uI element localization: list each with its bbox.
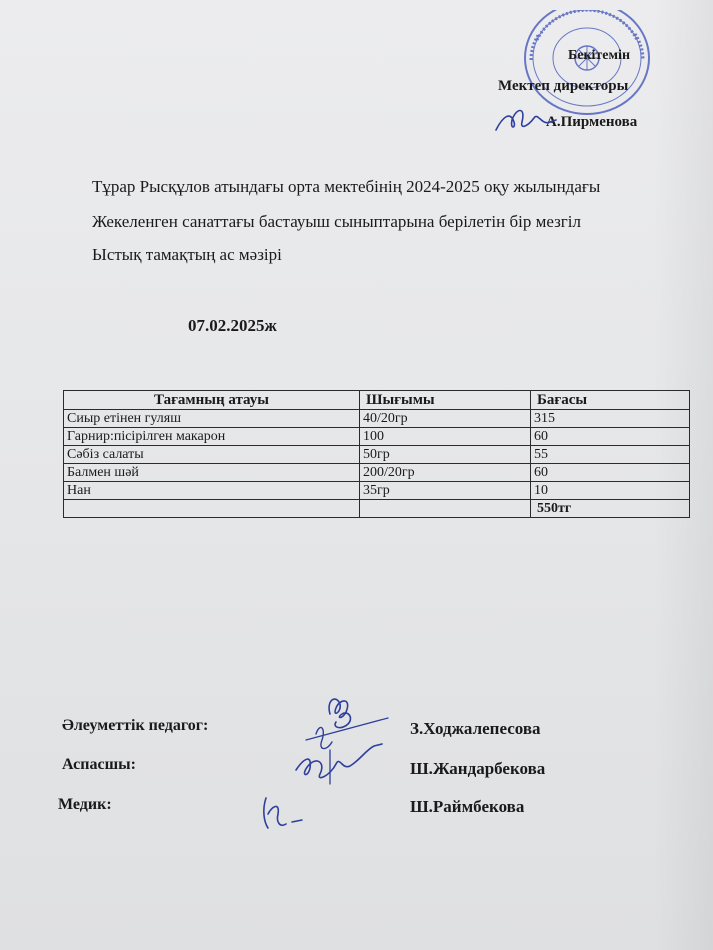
dish-yield: 35гр (360, 482, 531, 500)
heading-line-3: Ыстық тамақтың ас мәзірі (92, 245, 282, 264)
signatory-name-medic: Ш.Раймбекова (410, 797, 525, 816)
dish-price: 55 (531, 446, 690, 464)
column-header-yield: Шығымы (360, 391, 531, 410)
dish-name: Сәбіз салаты (64, 446, 360, 464)
table-total-row (64, 500, 690, 518)
signatory-role-medic: Медик: (58, 796, 112, 813)
column-header-price: Бағасы (531, 391, 690, 410)
handwritten-signature-medic (258, 788, 308, 834)
director-signature (490, 100, 560, 136)
dish-price: 60 (531, 464, 690, 482)
approval-role: Мектеп директоры (498, 78, 629, 94)
dish-price: 10 (531, 482, 690, 500)
heading-line-1: Тұрар Рысқұлов атындағы орта мектебінің 2024-2025 оқу жылындағы (92, 177, 601, 196)
dish-name: Сиыр етінен гуляш (64, 410, 360, 428)
signatory-name-social-teacher: З.Ходжалепесова (410, 719, 541, 738)
handwritten-signature-cook (290, 740, 390, 790)
column-header-dish: Тағамның атауы (64, 391, 360, 410)
signatory-name-cook: Ш.Жандарбекова (410, 759, 546, 778)
dish-yield: 200/20гр (360, 464, 531, 482)
menu-table (63, 390, 690, 518)
signatory-role-social-teacher: Әлеуметтік педагог: (62, 717, 209, 734)
total-price: 550тг (531, 500, 690, 518)
empty-cell (360, 500, 531, 518)
dish-name: Нан (64, 482, 360, 500)
table-row (64, 482, 690, 500)
menu-date: 07.02.2025ж (188, 316, 277, 335)
dish-yield: 40/20гр (360, 410, 531, 428)
dish-yield: 50гр (360, 446, 531, 464)
dish-price: 60 (531, 428, 690, 446)
dish-yield: 100 (360, 428, 531, 446)
empty-cell (64, 500, 360, 518)
heading-line-2: Жекеленген санаттағы бастауыш сыныптарына берілетін бір мезгіл (92, 212, 581, 231)
approval-title: Бекітемін (568, 48, 631, 63)
table-row (64, 464, 690, 482)
table-row (64, 410, 690, 428)
approval-name: А.Пирменова (546, 114, 638, 130)
dish-price: 315 (531, 410, 690, 428)
dish-name: Гарнир:пісірілген макарон (64, 428, 360, 446)
signatory-role-cook: Аспасшы: (62, 756, 136, 773)
table-row (64, 428, 690, 446)
table-row (64, 446, 690, 464)
table-header-row (64, 391, 690, 410)
dish-name: Балмен шәй (64, 464, 360, 482)
